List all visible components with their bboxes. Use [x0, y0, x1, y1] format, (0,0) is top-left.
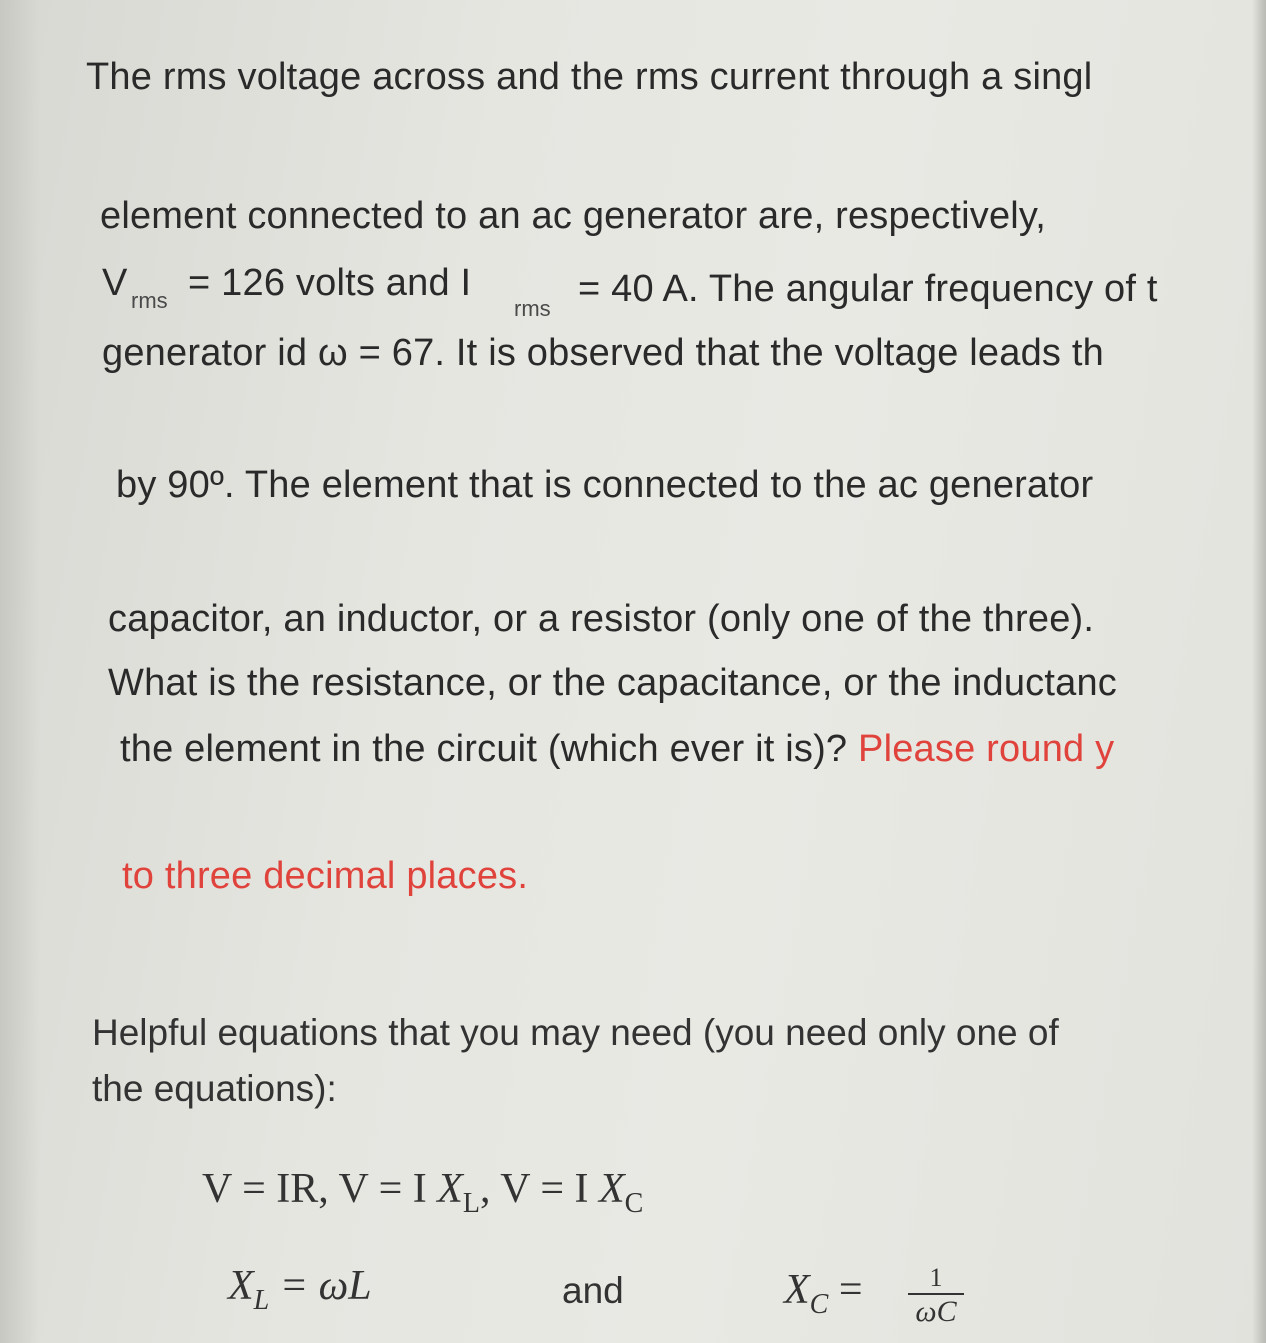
round-instruction-start: Please round y — [858, 728, 1115, 770]
left-shadow — [0, 0, 40, 1343]
problem-line-5: by 90º. The element that is connected to the ac generator — [116, 464, 1094, 506]
problem-line-8 — [120, 728, 1114, 771]
fraction-numerator: 1 — [929, 1263, 943, 1292]
capacitive-fraction — [908, 1264, 964, 1328]
problem-line-4: generator id ω = 67. It is observed that the voltage leads th — [102, 332, 1104, 374]
v-rms-subscript: rms — [131, 288, 168, 313]
equation-ohm-reactance: V = IR, V = I $X_L$, V = I $X_C$ — [202, 1166, 644, 1219]
fraction-denominator: ωC — [915, 1295, 957, 1328]
and-label: and — [562, 1270, 624, 1311]
problem-line-3-end: = 40 A. The angular frequency of t — [578, 268, 1158, 310]
round-instruction-end: to three decimal places. — [122, 855, 529, 897]
i-rms-subscript: rms — [514, 296, 551, 321]
problem-line-3-mid: = 126 volts and I — [188, 262, 472, 304]
help-line-2: the equations): — [92, 1068, 337, 1109]
equation-inductive-reactance: $X_L = \omega L$ — [228, 1263, 372, 1316]
right-shadow — [1252, 0, 1266, 1343]
problem-line-2: element connected to an ac generator are, respectively, — [100, 195, 1047, 237]
problem-line-8-text: the element in the circuit (which ever it is)? — [120, 728, 859, 770]
problem-line-7: What is the resistance, or the capacitance, or the inductanc — [108, 662, 1117, 704]
equation-capacitive-reactance: $X_C$ = — [784, 1267, 863, 1320]
help-line-1: Helpful equations that you may need (you need only one of — [92, 1012, 1059, 1053]
problem-line-1: The rms voltage across and the rms current through a singl — [86, 56, 1093, 98]
problem-line-3-v: V — [102, 262, 128, 304]
problem-line-6: capacitor, an inductor, or a resistor (only one of the three). — [108, 598, 1095, 640]
